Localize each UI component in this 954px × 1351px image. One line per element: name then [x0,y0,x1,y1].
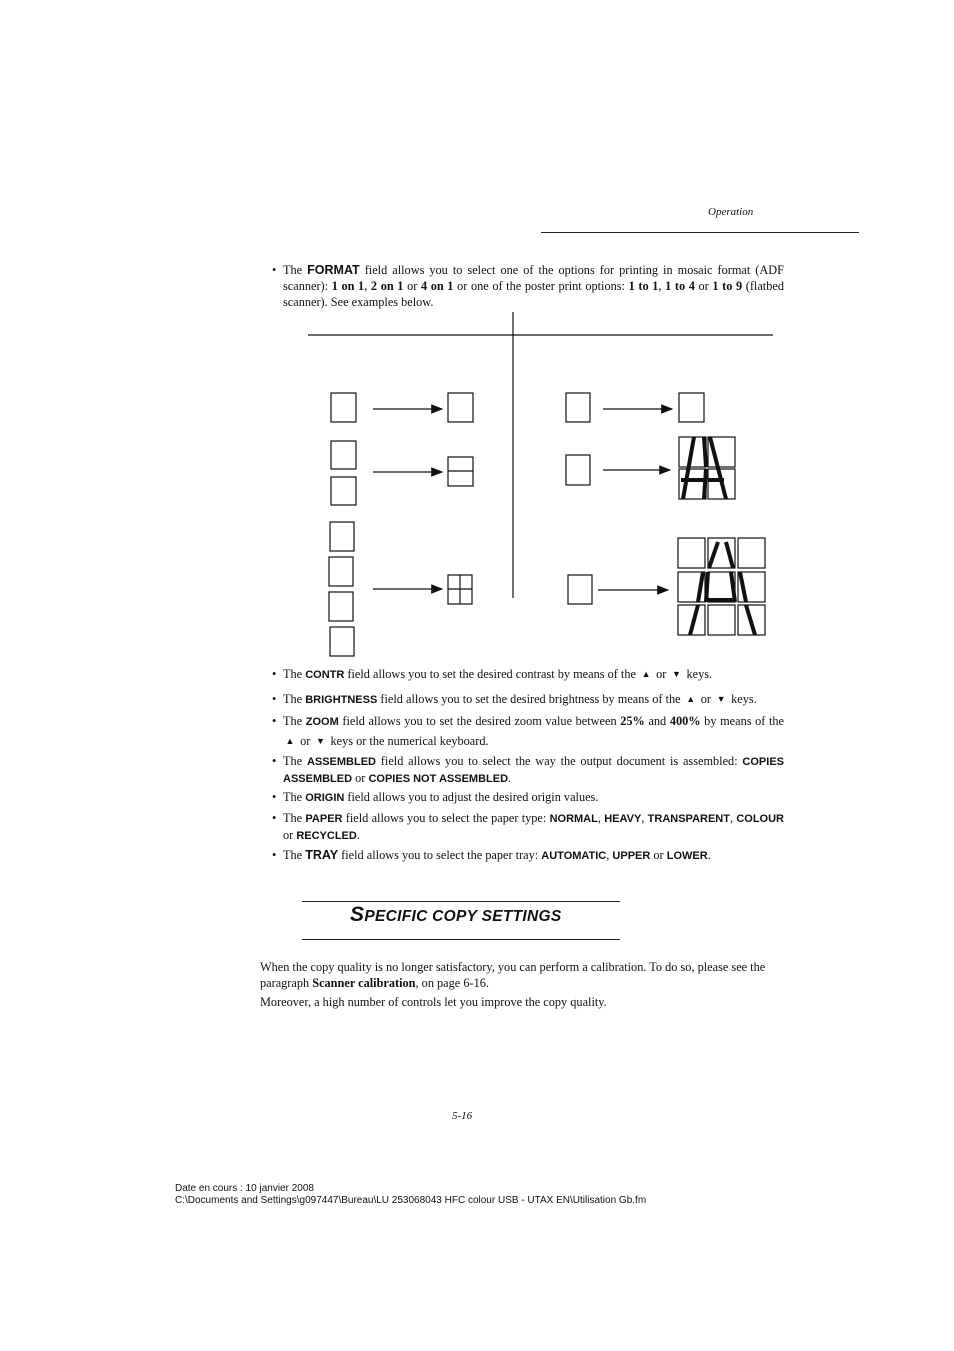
example-1-to-4 [566,437,735,499]
example-1-to-1 [566,393,704,422]
option-copies-not-assembled: COPIES NOT ASSEMBLED [368,773,509,785]
bullet-dot: • [272,692,277,706]
option-recycled: RECYCLED [296,830,357,842]
option-heavy: HEAVY [604,813,642,825]
bullet-dot: • [272,754,277,768]
keyword-contr: CONTR [305,669,345,681]
option-automatic: AUTOMATIC [541,850,607,862]
footer-file-path: C:\Documents and Settings\g097447\Bureau\LU 253068043 HFC colour USB - UTAX EN\Utilisation Gb.fm [175,1195,647,1206]
bullet-dot: • [272,811,277,825]
header-rule [541,232,859,233]
bullet-dot: • [272,848,277,862]
example-4-on-1 [329,522,472,656]
option-upper: UPPER [612,850,651,862]
bullet-dot: • [272,263,277,277]
option-copies-assembled: COPIES ASSEMBLED [283,756,784,785]
header-section-title: Operation [708,206,754,218]
example-2-on-1 [331,441,473,505]
keyword-paper: PAPER [305,813,343,825]
option-colour: COLOUR [736,813,784,825]
poster-1-to-4-letter [681,437,726,499]
keyword-origin: ORIGIN [305,792,345,804]
up-arrow-key-icon: ▲ [285,736,295,746]
example-1-on-1 [331,393,473,422]
keyword-format: FORMAT [307,263,360,277]
bullet-dot: • [272,714,277,728]
format-examples-figure [300,310,780,662]
poster-1-to-9-letter [690,542,755,635]
keyword-assembled: ASSEMBLED [306,756,376,768]
keyword-tray: TRAY [305,848,339,862]
down-arrow-key-icon: ▼ [716,694,726,704]
bullet-dot: • [272,667,277,681]
down-arrow-key-icon: ▼ [315,736,325,746]
link-scanner-calibration: Scanner calibration [312,976,416,990]
option-normal: NORMAL [549,813,598,825]
up-arrow-key-icon: ▲ [641,669,651,679]
up-arrow-key-icon: ▲ [686,694,696,704]
down-arrow-key-icon: ▼ [671,669,681,679]
paragraph-controls: Moreover, a high number of controls let you improve the copy quality. [260,995,607,1009]
example-1-to-9 [568,538,765,635]
option-lower: LOWER [666,850,708,862]
option-transparent: TRANSPARENT [647,813,730,825]
keyword-zoom: ZOOM [305,716,339,728]
paragraph-calibration: When the copy quality is no longer satisfactory, you can perform a calibration. To do so, please see the paragraph Scanner calibration, on page 6-16. [260,960,766,990]
bullet-dot: • [272,790,277,804]
keyword-brightness: BRIGHTNESS [305,694,378,706]
footer-date: Date en cours : 10 janvier 2008 [175,1183,314,1194]
page-number: 5-16 [452,1110,473,1122]
section-heading: SPECIFIC COPY SETTINGS [350,903,562,926]
